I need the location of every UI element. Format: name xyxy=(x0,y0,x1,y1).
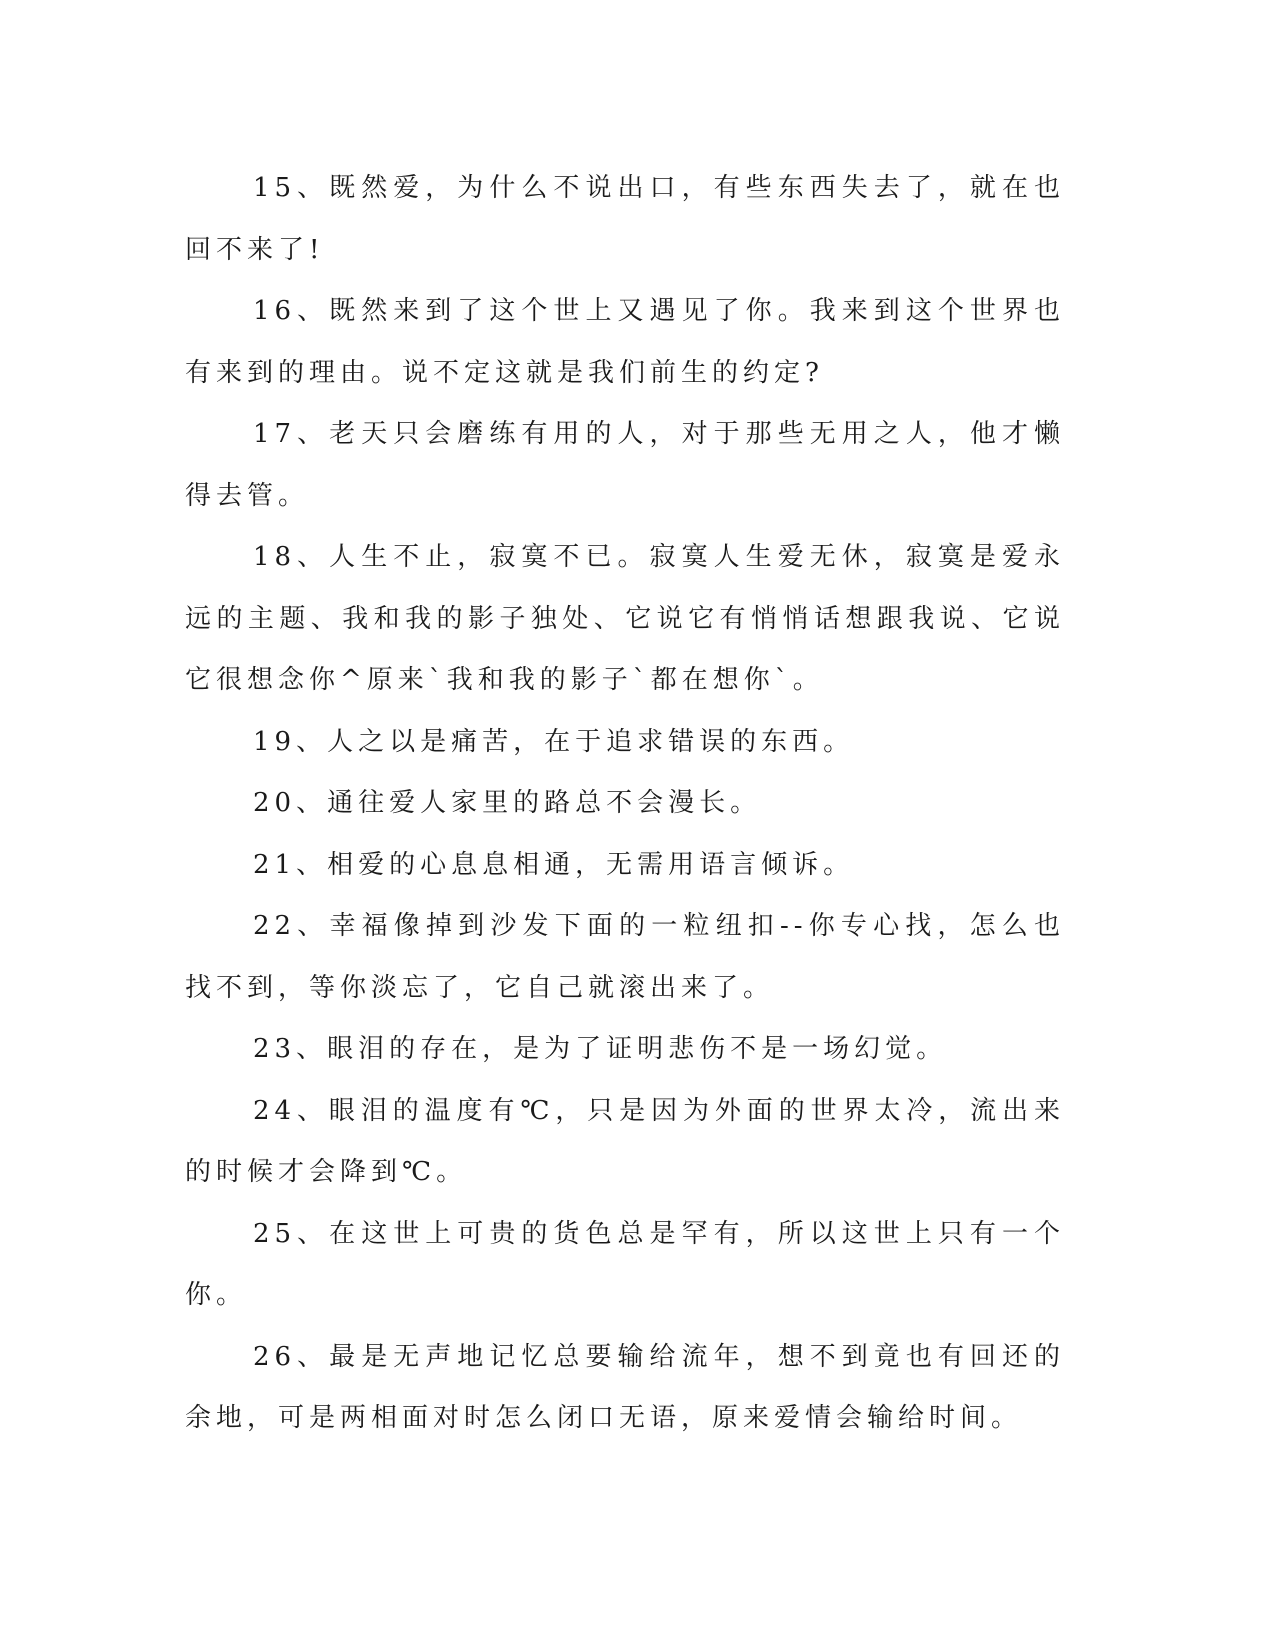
paragraph-22: 22、幸福像掉到沙发下面的一粒纽扣--你专心找，怎么也找不到，等你淡忘了，它自己就滚出来了。 xyxy=(185,911,1065,1003)
paragraph-20: 20、通往爱人家里的路总不会漫长。 xyxy=(253,788,762,818)
paragraph-25: 25、在这世上可贵的货色总是罕有，所以这世上只有一个你。 xyxy=(185,1218,1065,1310)
paragraph-18: 18、人生不止，寂寞不已。寂寞人生爱无休，寂寞是爱永远的主题、我和我的影子独处、它说它有悄悄话想跟我说、它说它很想念你^原来`我和我的影子`都在想你`。 xyxy=(185,542,1065,695)
paragraph-24: 24、眼泪的温度有℃，只是因为外面的世界太冷，流出来的时候才会降到℃。 xyxy=(185,1095,1065,1187)
paragraph-21: 21、相爱的心息息相通，无需用语言倾诉。 xyxy=(253,849,855,880)
paragraph-26: 26、最是无声地记忆总要输给流年，想不到竟也有回还的余地，可是两相面对时怎么闭口无语，原来爱情会输给时间。 xyxy=(185,1341,1065,1433)
document-body xyxy=(185,158,1065,1450)
paragraph-17: 17、老天只会磨练有用的人，对于那些无用之人，他才懒得去管。 xyxy=(185,419,1065,511)
paragraph-15: 15、既然爱，为什么不说出口，有些东西失去了，就在也回不来了! xyxy=(185,173,1065,265)
paragraph-16: 16、既然来到了这个世上又遇见了你。我来到这个世界也有来到的理由。说不定这就是我们前生的约定? xyxy=(185,296,1065,388)
paragraph-19: 19、人之以是痛苦，在于追求错误的东西。 xyxy=(253,726,855,757)
paragraph-23: 23、眼泪的存在，是为了证明悲伤不是一场幻觉。 xyxy=(253,1034,948,1064)
